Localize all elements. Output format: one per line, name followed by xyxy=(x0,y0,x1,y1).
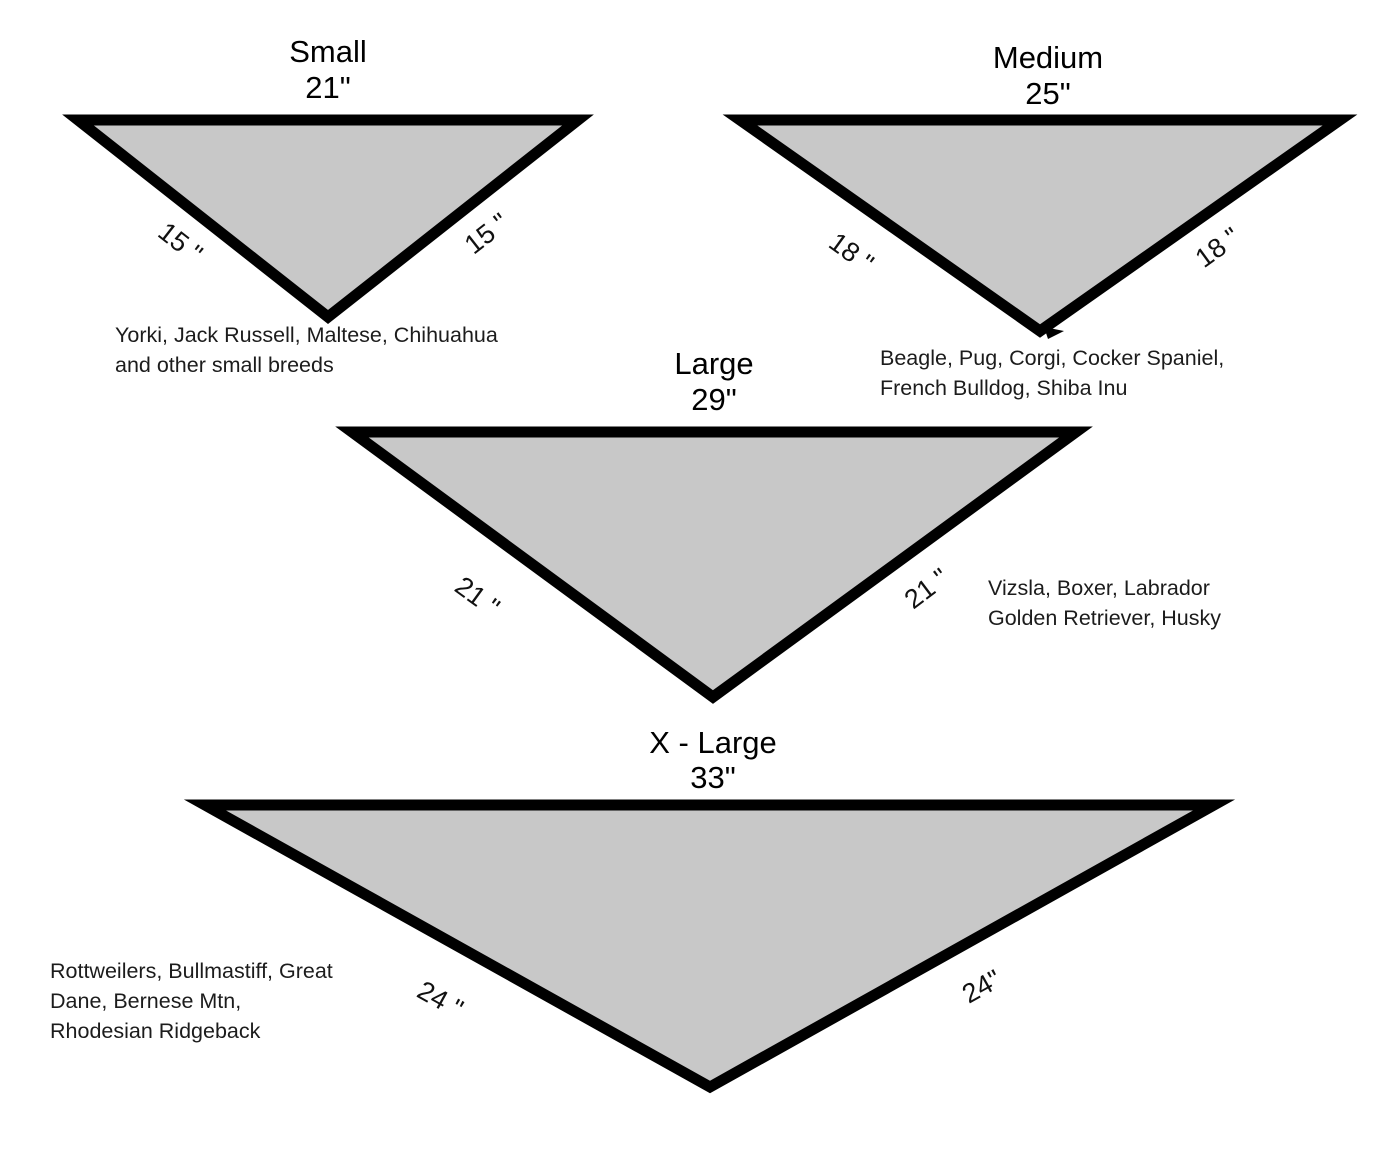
edge-label-large-left: 21 " xyxy=(449,570,506,623)
breeds-line: and other small breeds xyxy=(115,353,334,377)
breeds-medium xyxy=(880,343,1224,403)
edge-label-xlarge-left: 24 " xyxy=(412,975,469,1025)
edge-label-xlarge-right: 24" xyxy=(957,963,1007,1010)
size-title-medium: Medium xyxy=(992,40,1104,75)
breeds-small xyxy=(115,320,498,380)
size-title-small: Small xyxy=(289,34,367,69)
edge-label-small-right: 15 " xyxy=(458,207,515,260)
size-neck-small: 21" xyxy=(305,70,351,105)
edge-label-large-right: 21 " xyxy=(898,562,955,615)
breeds-line: Beagle, Pug, Corgi, Cocker Spaniel, xyxy=(880,346,1225,370)
medium-triangle-shape xyxy=(740,120,1340,331)
xlarge-triangle-shape xyxy=(205,805,1214,1087)
breeds-line: Yorki, Jack Russell, Maltese, Chihuahua xyxy=(115,323,498,347)
breeds-line: Golden Retriever, Husky xyxy=(988,606,1222,630)
breeds-line: Rottweilers, Bullmastiff, Great xyxy=(50,959,333,983)
size-title-large: Large xyxy=(674,346,754,381)
breeds-line: Rhodesian Ridgeback xyxy=(50,1019,261,1043)
size-title-xlarge: X - Large xyxy=(649,725,777,760)
breeds-line: French Bulldog, Shiba Inu xyxy=(880,376,1128,400)
size-neck-medium: 25" xyxy=(1025,76,1071,111)
size-neck-large: 29" xyxy=(691,382,737,417)
breeds-line: Vizsla, Boxer, Labrador xyxy=(988,576,1210,600)
edge-label-medium-left: 18 " xyxy=(823,226,880,279)
large-triangle-shape xyxy=(352,432,1076,697)
breeds-line: Dane, Bernese Mtn, xyxy=(50,989,242,1013)
size-neck-xlarge: 33" xyxy=(690,760,736,795)
breeds-large xyxy=(988,573,1221,633)
breeds-xlarge xyxy=(50,956,333,1046)
edge-label-small-left: 15 " xyxy=(152,216,209,269)
edge-label-medium-right: 18 " xyxy=(1189,221,1246,274)
apex-artifact-mark xyxy=(1044,327,1064,339)
